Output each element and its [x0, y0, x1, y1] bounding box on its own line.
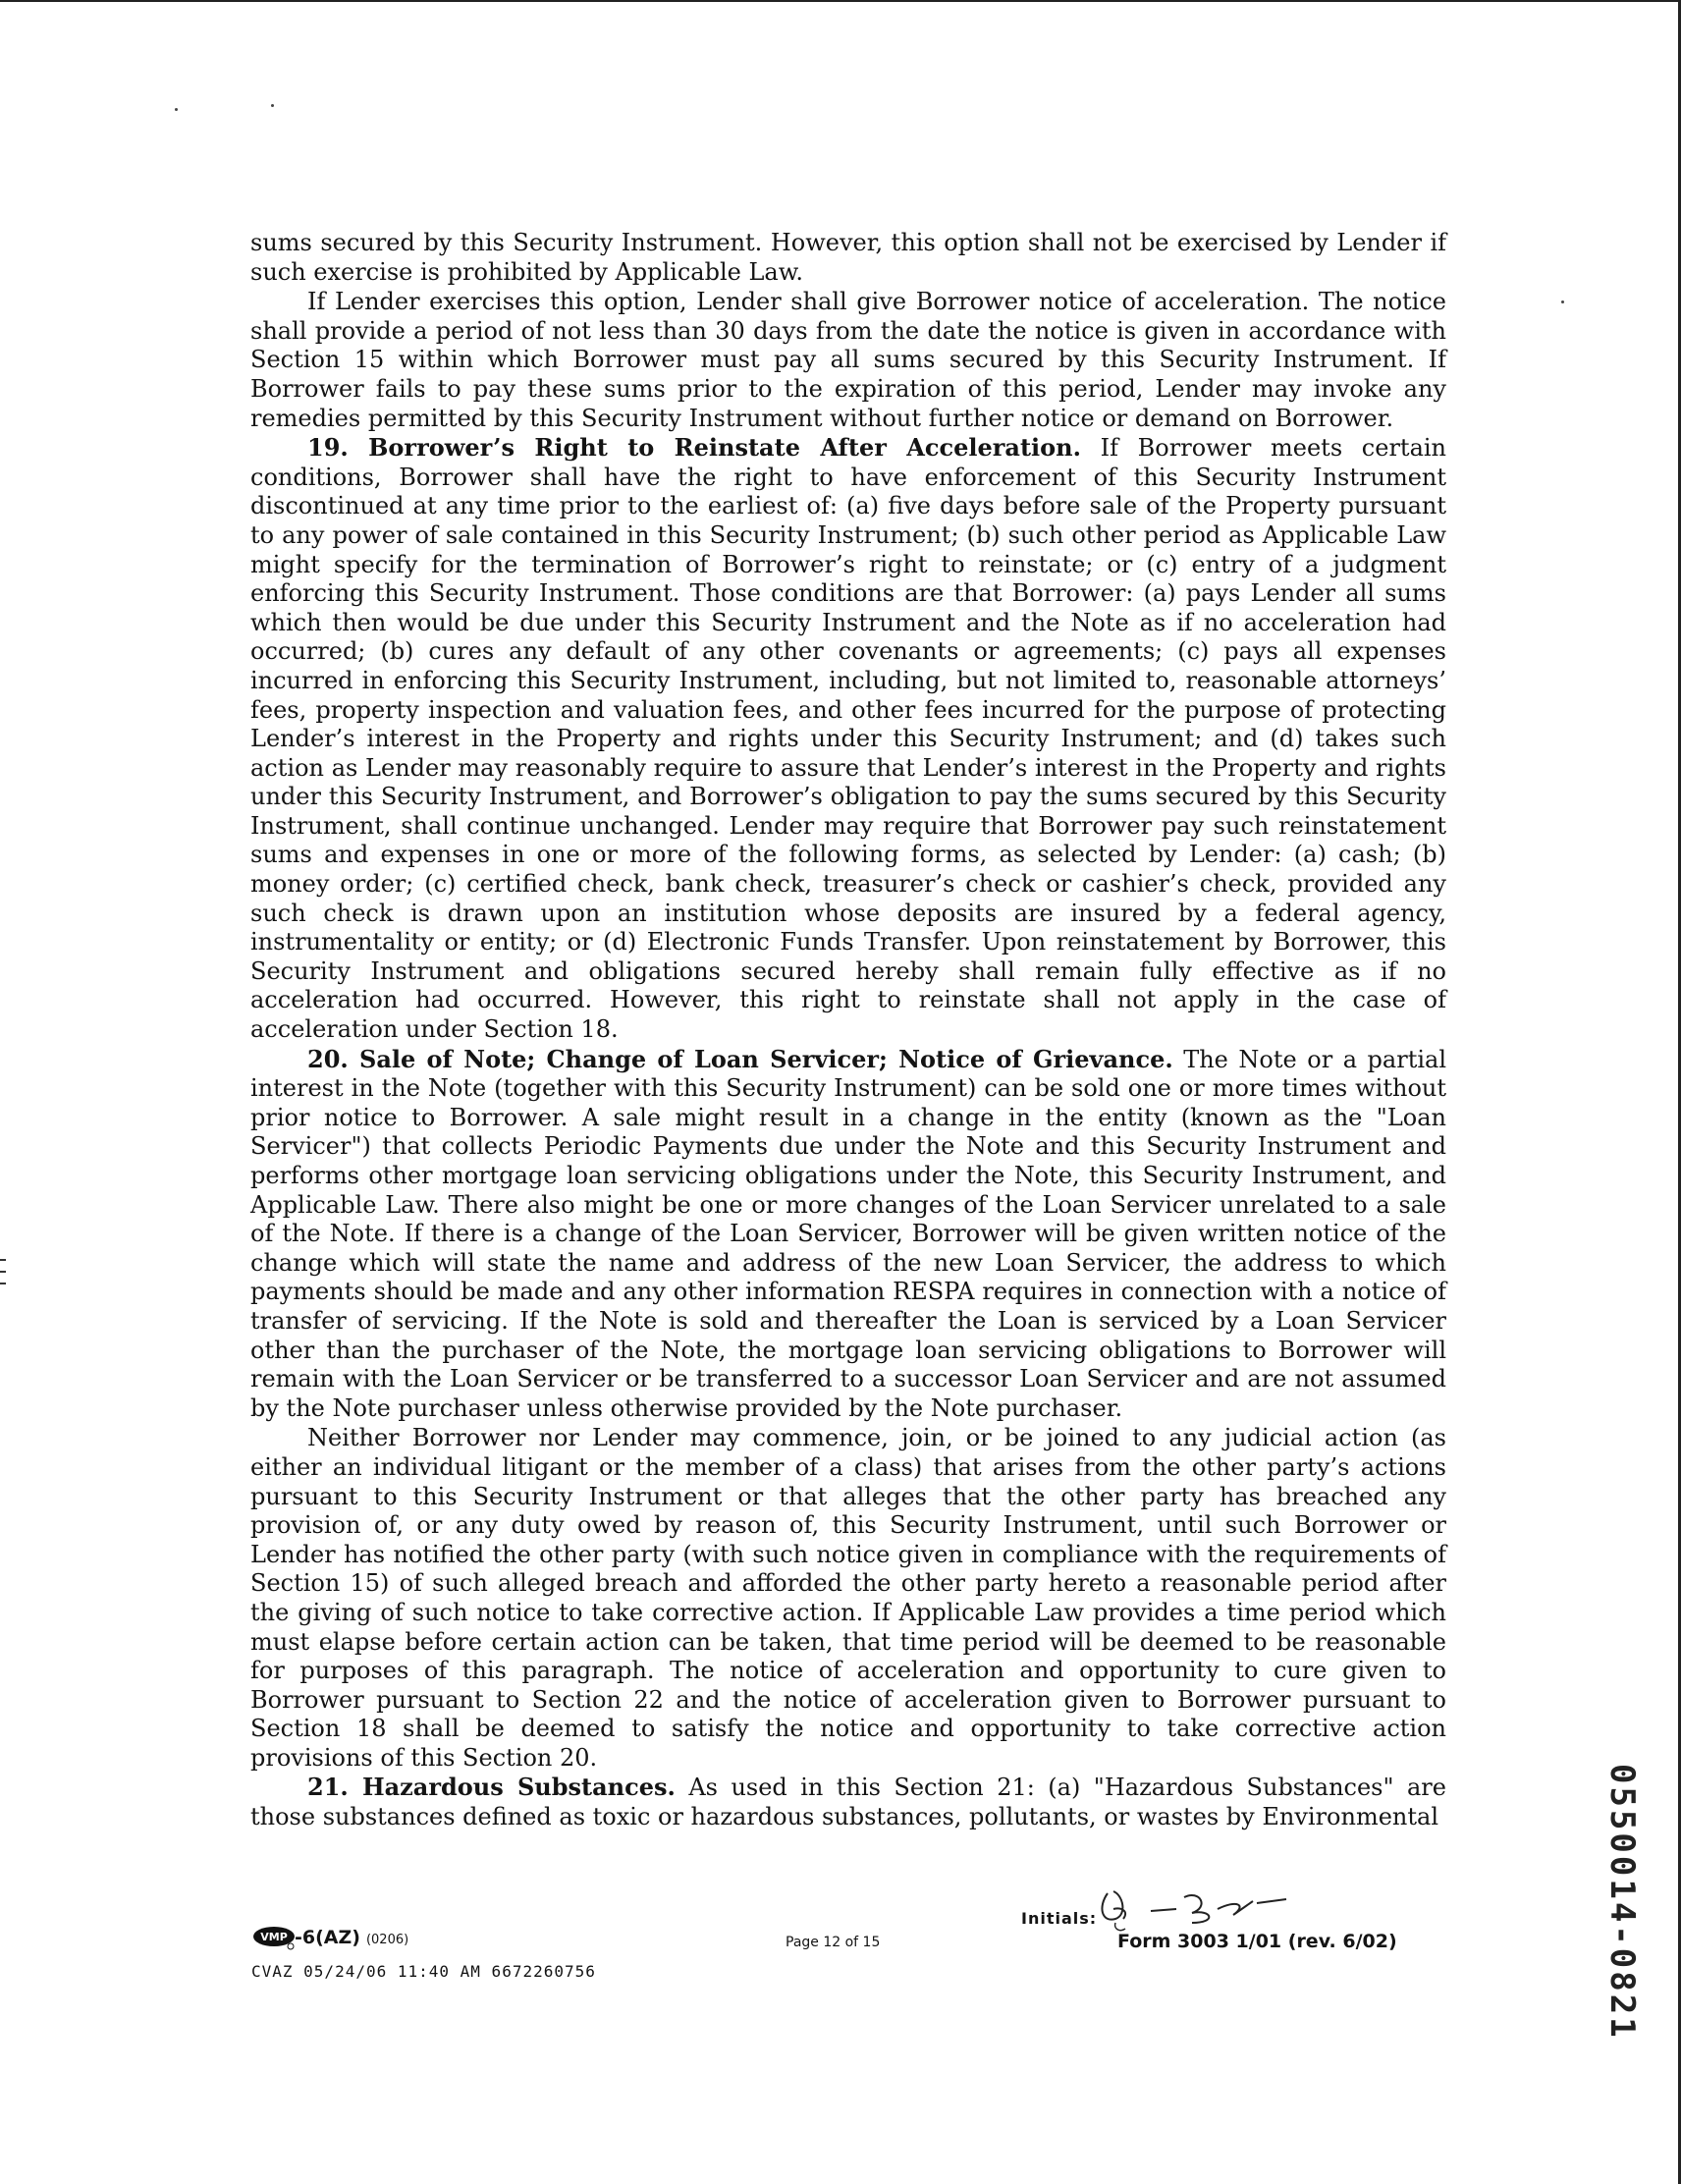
section-19-paragraph: 19. Borrower’s Right to Reinstate After Acceleration. If Borrower meets certain conditions, Borrower shall have the right to have enforcement of this Security Instrument discontinued at any time prior to the earliest of: (a) five days before sale of the Property pursuant to any power of sale contained in this Security Instrument; (b) such other period as Applicable Law might specify for the termination of Borrower’s right to reinstate; or (c) entry of a judgment enforcing this Security Instrument. Those conditions are that Borrower: (a) pays Lender all sums which then would be due under this Security Instrument and the Note as if no acceleration had occurred; (b) cures any default of any other covenants or agreements; (c) pays all expenses incurred in enforcing this Security Instrument, including, but not limited to, reasonable attorneys’ fees, property inspection and valuation fees, and other fees incurred for the purpose of protecting Lender’s interest in the Property and rights under this Security Instrument; and (d) takes such action as Lender may reasonably require to assure that Lender’s interest in the Property and rights under this Security Instrument, and Borrower’s obligation to pay the sums secured by this Security Instrument, shall continue unchanged. Lender may require that Borrower pay such reinstatement sums and expenses in one or more of the following forms, as selected by Lender: (a) cash; (b) money order; (c) certified check, bank check, treasurer’s check or cashier’s check, provided any such check is drawn upon an institution whose deposits are insured by a federal agency, instrumentality or entity; or (d) Electronic Funds Transfer. Upon reinstatement by Borrower, this Security Instrument and obligations secured hereby shall remain fully effective as if no acceleration had occurred. However, this right to reinstate shall not apply in the case of acceleration under Section 18.	[250, 433, 1447, 1044]
scan-mark	[0, 1259, 6, 1261]
print-stamp: CVAZ 05/24/06 11:40 AM 6672260756	[251, 1962, 596, 1981]
paragraph: If Lender exercises this option, Lender shall give Borrower notice of acceleration. The notice shall provide a period of not less than 30 days from the date the notice is given in accordance with Section 15 within which Borrower must pay all sums secured by this Security Instrument. If Borrower fails to pay these sums prior to the expiration of this period, Lender may invoke any remedies permitted by this Security Instrument without further notice or demand on Borrower.	[250, 288, 1446, 432]
document-body	[250, 228, 1446, 1832]
form-code: -6(AZ) (0206)	[295, 1927, 409, 1948]
svg-text:VMP: VMP	[260, 1931, 288, 1943]
section-20-paragraph: 20. Sale of Note; Change of Loan Servicer; Notice of Grievance. The Note or a partial interest in the Note (together with this Security Instrument) can be sold one or more times without prior notice to Borrower. A sale might result in a change in the entity (known as the "Loan Servicer") that collects Periodic Payments due under the Note and this Security Instrument and performs other mortgage loan servicing obligations under the Note, this Security Instrument, and Applicable Law. There also might be one or more changes of the Loan Servicer unrelated to a sale of the Note. If there is a change of the Loan Servicer, Borrower will be given written notice of the change which will state the name and address of the new Loan Servicer, the address to which payments should be made and any other information RESPA requires in connection with a notice of transfer of servicing. If the Note is sold and thereafter the Loan is serviced by a Loan Servicer other than the purchaser of the Note, the mortgage loan servicing obligations to Borrower will remain with the Loan Servicer or be transferred to a successor Loan Servicer and are not assumed by the Note purchaser unless otherwise provided by the Note purchaser.	[250, 1044, 1446, 1422]
section-heading: 21. Hazardous Substances.	[307, 1773, 676, 1802]
scan-speck	[175, 108, 178, 111]
paragraph: sums secured by this Security Instrument. However, this option shall not be exercised by Lender if such exercise is prohibited by Applicable Law.	[250, 229, 1446, 286]
initials-signature-icon	[1090, 1880, 1306, 1935]
section-21-paragraph: 21. Hazardous Substances. As used in this Section 21: (a) "Hazardous Substances" are those substances defined as toxic or hazardous substances, pollutants, or wastes by Environmental	[250, 1773, 1446, 1831]
scan-mark	[0, 1283, 6, 1284]
scan-speck	[1561, 300, 1564, 303]
paragraph: Neither Borrower nor Lender may commence, join, or be joined to any judicial action (as either an individual litigant or the member of a class) that arises from the other party’s actions pursuant to this Security Instrument or that alleges that the other party has breached any provision of, or any duty owed by reason of, this Security Instrument, until such Borrower or Lender has notified the other party (with such notice given in compliance with the requirements of Section 15) of such alleged breach and afforded the other party hereto a reasonable period after the giving of such notice to take corrective action. If Applicable Law provides a time period which must elapse before certain action can be taken, that time period will be deemed to be reasonable for purposes of this paragraph. The notice of acceleration and opportunity to cure given to Borrower pursuant to Section 22 and the notice of acceleration given to Borrower pursuant to Section 18 shall be deemed to satisfy the notice and opportunity to take corrective action provisions of this Section 20.	[250, 1424, 1446, 1772]
page-number: Page 12 of 15	[786, 1935, 881, 1950]
scan-speck	[271, 104, 274, 107]
section-heading: 20. Sale of Note; Change of Loan Servicer; Notice of Grievance.	[307, 1044, 1173, 1073]
form-number: Form 3003 1/01 (rev. 6/02)	[1117, 1931, 1397, 1952]
initials-label: Initials:	[1021, 1909, 1098, 1928]
section-heading: 19. Borrower’s Right to Reinstate After Acceleration.	[307, 433, 1081, 463]
scan-mark	[0, 1271, 6, 1273]
page-edge-top	[0, 0, 1681, 2]
vmp-logo-icon	[251, 1925, 297, 1950]
side-document-number: 0550014-0821	[1602, 1764, 1642, 2041]
